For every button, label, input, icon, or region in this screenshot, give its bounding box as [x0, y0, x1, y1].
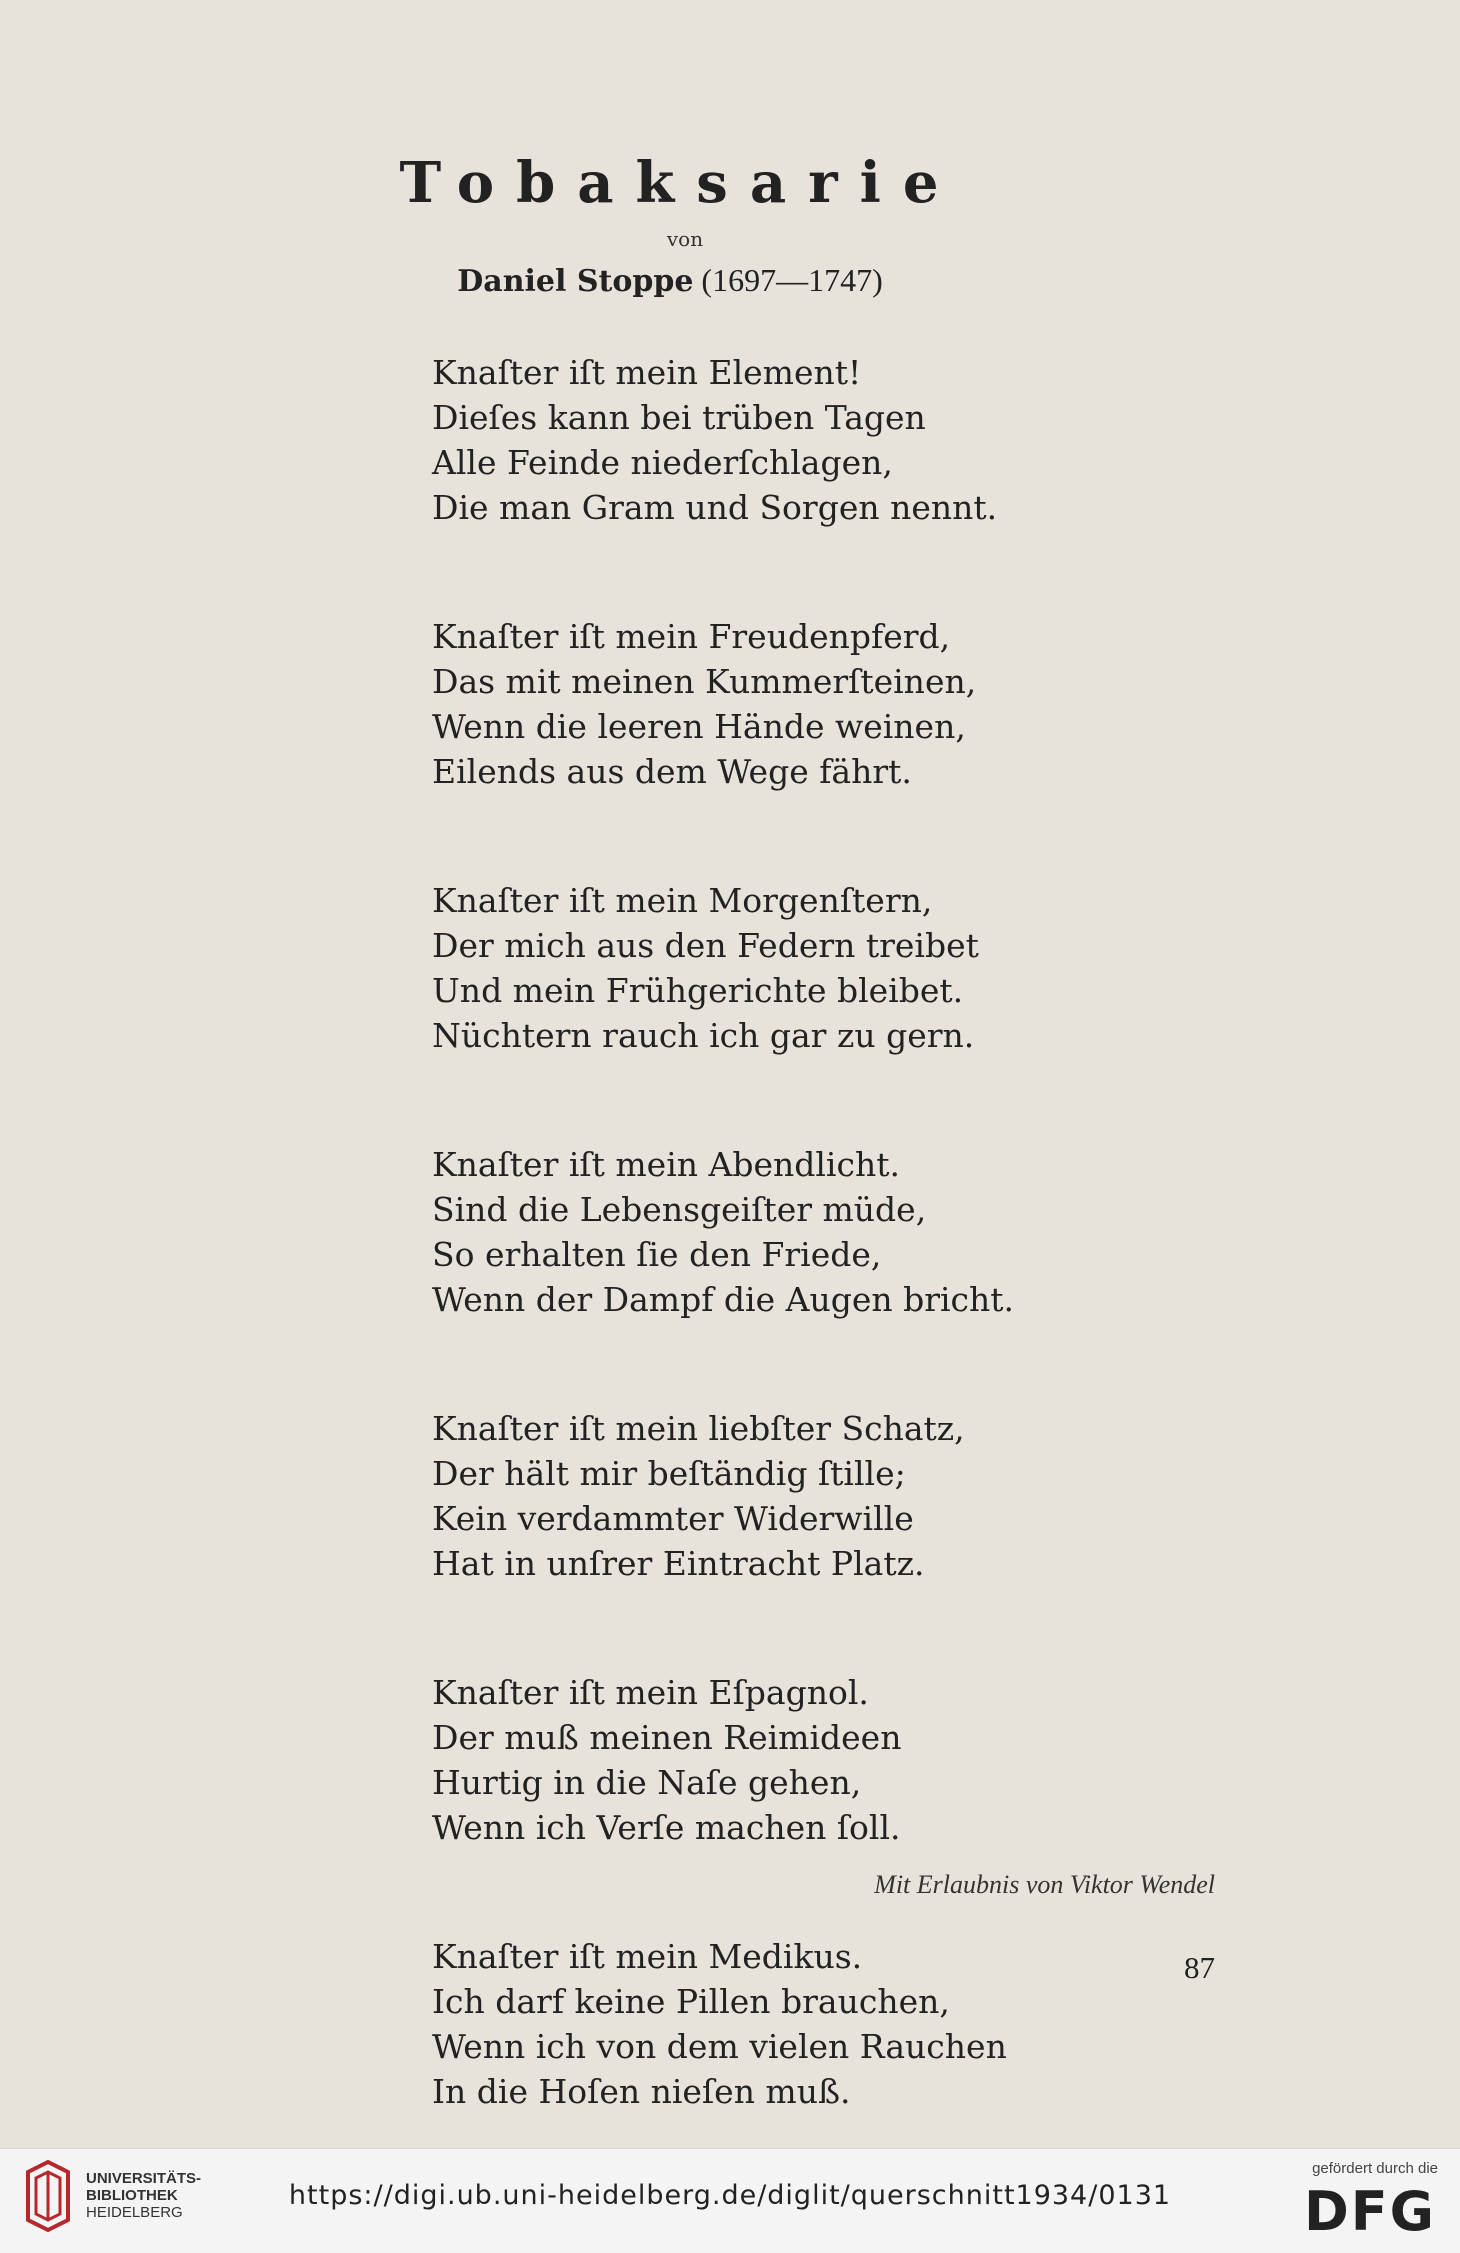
verse-line: Hat in unſrer Eintracht Platz. — [432, 1544, 925, 1583]
sponsor-label: gefördert durch die — [1312, 2160, 1438, 2177]
verse-line: Und mein Frühgerichte bleibet. — [432, 971, 964, 1010]
stanza — [432, 614, 1132, 794]
verse-line: Knaſter iſt mein Element! — [432, 353, 862, 392]
poem-title: Tobaksarie — [399, 150, 961, 216]
stanza — [432, 878, 1132, 1058]
verse-line: Knaſter iſt mein Medikus. — [432, 1937, 863, 1976]
verse-line: Sind die Lebensgeiſter müde, — [432, 1190, 927, 1229]
verse-line: Knaſter iſt mein Eſpagnol. — [432, 1673, 869, 1712]
author-name: Daniel Stoppe — [457, 264, 694, 299]
verse-line: So erhalten ſie den Friede, — [432, 1235, 882, 1274]
verse-line: Wenn die leeren Hände weinen, — [432, 707, 966, 746]
verse-line: Der mich aus den Federn treibet — [432, 926, 979, 965]
verse-line: Wenn der Dampf die Augen bricht. — [432, 1280, 1015, 1319]
verse-line: Der muß meinen Reimideen — [432, 1718, 902, 1757]
stanza — [432, 1934, 1132, 2114]
page-number: 87 — [1184, 1950, 1215, 1985]
verse-line: Eilends aus dem Wege fährt. — [432, 752, 912, 791]
verse-line: Knaſter iſt mein Abendlicht. — [432, 1145, 900, 1184]
logo-line-1: UNIVERSITÄTS- — [86, 2170, 202, 2187]
verse-line: Kein verdammter Widerwille — [432, 1499, 914, 1538]
byline-von: von — [666, 227, 704, 251]
verse-line: In die Hoſen nieſen muß. — [432, 2072, 851, 2111]
sponsor-logo: DFG — [1303, 2180, 1436, 2243]
verse-line: Wenn ich Verſe machen ſoll. — [432, 1808, 901, 1847]
verse-line: Wenn ich von dem vielen Rauchen — [432, 2027, 1007, 2066]
author-line — [0, 262, 1340, 299]
logo-line-3: HEIDELBERG — [86, 2204, 183, 2221]
permission-credit: Mit Erlaubnis von Viktor Wendel — [874, 1870, 1215, 1899]
verse-line: Der hält mir beſtändig ſtille; — [432, 1454, 906, 1493]
stanza — [432, 1670, 1132, 1850]
verse-line: Knaſter iſt mein Morgenſtern, — [432, 881, 933, 920]
verse-line: Knaſter iſt mein liebſter Schatz, — [432, 1409, 965, 1448]
verse-line: Das mit meinen Kummerſteinen, — [432, 662, 977, 701]
stanza — [432, 1142, 1132, 1322]
poem-body — [432, 350, 1132, 2198]
logo-line-2: BIBLIOTHEK — [86, 2187, 178, 2204]
permalink-url[interactable]: https://digi.ub.uni-heidelberg.de/diglit/querschnitt1934/0131 — [288, 2180, 1172, 2211]
stanza — [432, 1406, 1132, 1586]
verse-line: Nüchtern rauch ich gar zu gern. — [432, 1016, 975, 1055]
verse-line: Hurtig in die Naſe gehen, — [432, 1763, 862, 1802]
verse-line: Dieſes kann bei trüben Tagen — [432, 398, 926, 437]
verse-line: Ich darf keine Pillen brauchen, — [432, 1982, 950, 2021]
author-years: (1697—1747) — [701, 262, 883, 298]
verse-line: Knaſter iſt mein Freudenpferd, — [432, 617, 951, 656]
verse-line: Alle Feinde niederſchlagen, — [432, 443, 893, 482]
verse-line: Die man Gram und Sorgen nennt. — [432, 488, 998, 527]
stanza — [432, 350, 1132, 530]
